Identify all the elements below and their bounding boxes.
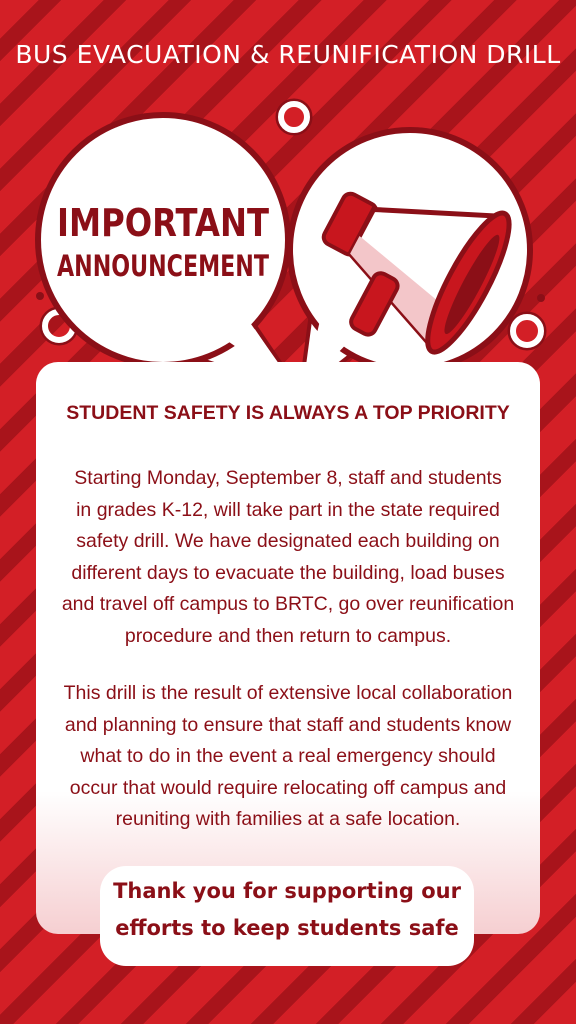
paragraph-line: Starting Monday, September 8, staff and students xyxy=(74,467,502,489)
drill-title: BUS EVACUATION & REUNIFICATION DRILL xyxy=(15,40,561,69)
paragraph-line: safety drill. We have designated each building on xyxy=(76,530,500,552)
decorative-ring-icon xyxy=(510,314,544,348)
safety-priority-heading: STUDENT SAFETY IS ALWAYS A TOP PRIORITY xyxy=(66,402,510,424)
paragraph-line: occur that would require relocating off campus and xyxy=(69,776,507,799)
paragraph-line: This drill is the result of extensive local collaboration xyxy=(63,682,513,704)
paragraph-line: what to do in the event a real emergency should xyxy=(80,745,496,767)
paragraph-line: reuniting with families at a safe location. xyxy=(115,808,461,830)
drill-schedule-paragraph xyxy=(36,463,540,652)
paragraph-line: in grades K-12, will take part in the state required xyxy=(76,498,500,521)
paragraph-line: different days to evacuate the building, load buses xyxy=(71,561,505,584)
decorative-ring-icon xyxy=(278,101,310,133)
paragraph-line: and travel off campus to BRTC, go over reunification xyxy=(61,593,515,615)
announcement-line2: ANNOUNCEMENT xyxy=(57,249,270,283)
announcement-line1: IMPORTANT xyxy=(57,201,270,245)
drill-purpose-paragraph xyxy=(36,678,540,836)
thank-you-line1: Thank you for supporting our xyxy=(113,879,461,903)
paragraph-line: procedure and then return to campus. xyxy=(124,624,452,647)
thank-you-line2: efforts to keep students safe xyxy=(115,916,459,940)
paragraph-line: and planning to ensure that staff and students know xyxy=(64,713,512,736)
